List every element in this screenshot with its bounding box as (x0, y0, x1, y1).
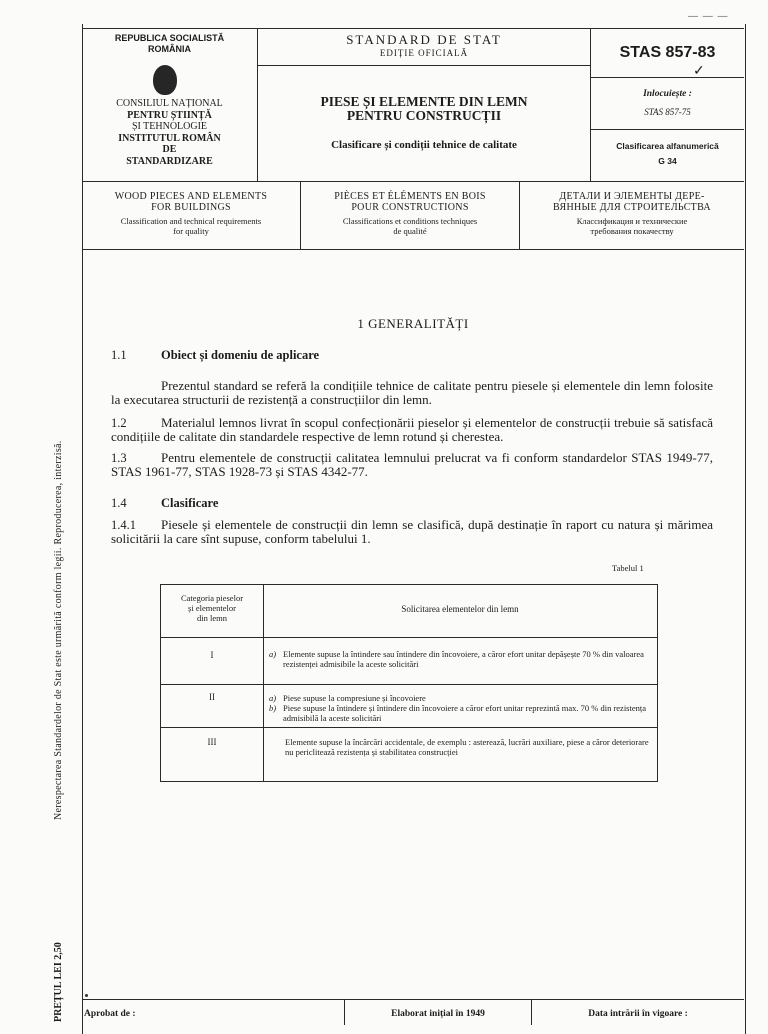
title-column (258, 29, 591, 181)
table-column-divider (263, 585, 264, 781)
classification-table (160, 584, 658, 782)
stas-number: STAS 857-83 (619, 44, 716, 61)
item-text: Piese supuse la întindere și întindere din încovoiere a căror efort unitar reprezintă max. 70 % din rezistența admisibilă la aceste solicitări (283, 703, 647, 723)
section-number-1-2: 1.2 (111, 416, 127, 430)
table-row-content (269, 737, 649, 757)
paragraph-1-4-1: Piesele și elementele de construcții din lemn se clasifică, după destinație în raport cu natura și mărimea solicitării la care sînt supuse, conform tabelului 1. (111, 517, 713, 546)
section-number-1-4-1: 1.4.1 (111, 518, 136, 532)
table-row-item (269, 693, 649, 703)
price-label: PREȚUL LEI 2,50 (53, 942, 64, 1022)
classification-value: G 34 (658, 156, 677, 166)
country-name: REPUBLICA SOCIALISTĂ ROMÂNIA (114, 33, 225, 54)
document-subtitle: Clasificare și condiții tehnice de calitate (331, 139, 517, 151)
document-title: PIESE ȘI ELEMENTE DIN LEMN PENTRU CONSTRUCȚII (320, 94, 528, 123)
table-row-item (269, 649, 649, 669)
council-line-1: CONSILIUL NAȚIONAL (116, 98, 223, 109)
item-marker: a) (269, 693, 277, 703)
approved-label: Aprobat de : (84, 1009, 136, 1019)
paragraph-1-1: Prezentul standard se referă la condițiile tehnice de calitate pentru piesele și elementele din lemn folosite la executarea structurii de rezistență a construcțiilor din lemn. (111, 378, 713, 407)
translation-french (301, 181, 520, 249)
corner-mark: — — — (688, 11, 729, 22)
english-subtitle: Classification and technical requirements for quality (120, 216, 262, 236)
russian-subtitle: Классификация и технические требования покачеству (576, 216, 688, 236)
section-title-1-1: Obiect și domeniu de aplicare (161, 348, 320, 362)
section-title-1-4: Clasificare (161, 496, 219, 510)
council-line-2: PENTRU ȘTIINȚĂ (127, 109, 212, 121)
section-number-1-1: 1.1 (111, 348, 127, 362)
page-dot (85, 994, 88, 997)
section-number-1-4: 1.4 (111, 496, 127, 510)
item-text: Elemente supuse la întindere sau întindere din încovoiere, a căror efort unitar depășește 70 % din valoarea rezistenței admisibile la aceste solicitări (283, 649, 644, 669)
table-row-divider (161, 727, 657, 728)
translation-english (82, 181, 301, 249)
id-divider-1 (591, 77, 744, 78)
table-row-category: III (207, 737, 217, 747)
paragraph-1-2: Materialul lemnos livrat în scopul confecționării pieselor și elementelor de construcții trebuie să satisfacă condițiile de calitate din standardele respective de lemn rotund și cherestea. (111, 415, 713, 444)
section-number-1-3: 1.3 (111, 451, 127, 465)
table-row-divider (161, 684, 657, 685)
footer-elaborated (345, 1000, 532, 1025)
replaces-value: STAS 857-75 (644, 107, 691, 117)
table-header-category: Categoria pieselor și elementelor din lemn (180, 593, 244, 623)
document-header (82, 28, 744, 182)
table-row-content (269, 649, 649, 669)
check-mark-icon: ✓ (693, 64, 705, 79)
institute-name: INSTITUTUL ROMÂN DE STANDARDIZARE (118, 132, 221, 167)
item-text: Elemente supuse la încărcări accidentale, de exemplu : asterează, lucrări auxiliare, piese a căror deteriorare nu periclitează rezistența și stabilitatea construcției (285, 737, 649, 757)
item-marker: b) (269, 703, 277, 713)
council-line-3: ȘI TEHNOLOGIE (131, 121, 208, 132)
national-emblem-icon (153, 65, 177, 95)
chapter-heading: 1 GENERALITĂȚI (357, 316, 469, 331)
french-subtitle: Classifications et conditions techniques de qualité (342, 216, 478, 236)
table-row-content (269, 693, 649, 723)
footer-entry-date (532, 1000, 744, 1025)
issuer-council (82, 98, 257, 167)
table-row-category: I (210, 650, 214, 660)
paragraph-1-3: Pentru elementele de construcții calitatea lemnului prelucrat va fi conform standardelor STAS 1949-77, STAS 1961-77, STAS 1928-73 și STAS 4342-77. (111, 450, 713, 479)
table-header-solicitation: Solicitarea elementelor din lemn (401, 604, 519, 614)
footer-approved (82, 1000, 345, 1025)
edition-label: EDIȚIE OFICIALĂ (379, 48, 469, 58)
title-divider (258, 65, 590, 66)
table-header-divider (161, 637, 657, 638)
entry-date-label: Data intrării în vigoare : (588, 1009, 688, 1019)
issuer-column (82, 29, 258, 181)
translation-russian (520, 181, 744, 249)
french-title: PIÈCES ET ÉLÉMENTS EN BOIS POUR CONSTRUCTIONS (334, 191, 486, 213)
table-row-item (269, 703, 649, 723)
russian-title: ДЕТАЛИ И ЭЛЕМЕНТЫ ДЕРЕ- ВЯННЫЕ ДЛЯ СТРОИТЕЛЬСТВА (553, 191, 711, 213)
table-row-item (269, 737, 649, 757)
classification-label: Clasificarea alfanumerică (616, 141, 719, 151)
item-text: Piese supuse la compresiune și încovoiere (283, 693, 426, 703)
document-footer (82, 999, 744, 1025)
table-row-category: II (209, 692, 215, 702)
elaborated-label: Elaborat inițial în 1949 (391, 1009, 485, 1019)
english-title: WOOD PIECES AND ELEMENTS FOR BUILDINGS (114, 191, 268, 213)
legal-notice: Nerespectarea Standardelor de Stat este urmărită conform legii. Reproducerea, interzisă. (53, 440, 64, 820)
replaces-label: Inlocuiește : (643, 89, 692, 99)
standard-id-column (591, 29, 744, 181)
item-marker: a) (269, 649, 277, 659)
title-translations (82, 181, 744, 250)
table-label: Tabelul 1 (612, 563, 644, 573)
id-divider-2 (591, 129, 744, 130)
standard-type: STANDARD DE STAT (346, 32, 502, 47)
